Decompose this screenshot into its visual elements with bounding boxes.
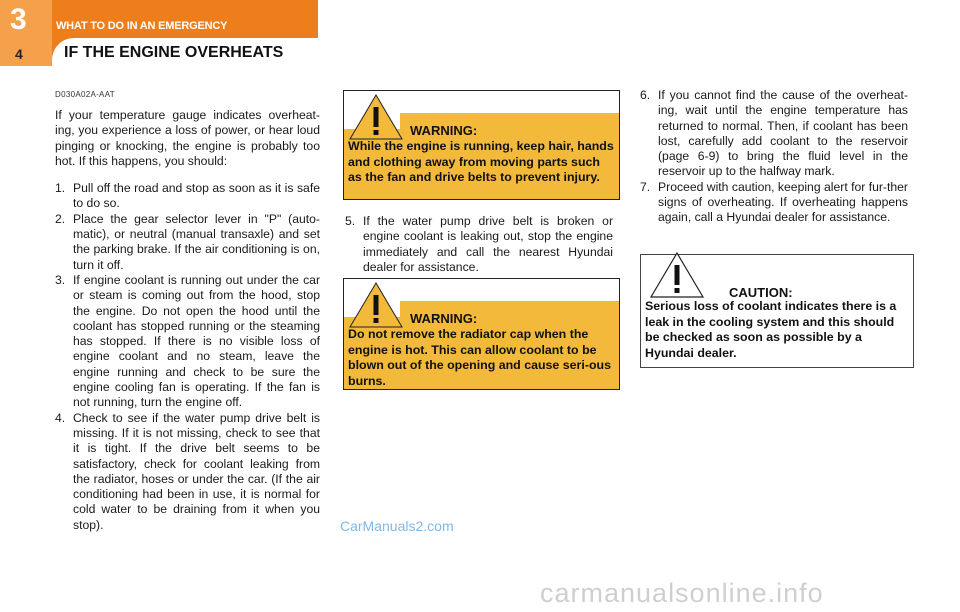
caution-text: Serious loss of coolant indicates there is a leak in the cooling system and this should be checked as soon as possible by a Hyundai dealer. bbox=[645, 299, 897, 360]
exclamation-triangle-icon bbox=[649, 251, 705, 299]
caution-box-coolant-leak bbox=[640, 254, 914, 368]
list-item bbox=[640, 88, 908, 180]
footer-watermark: carmanualsonline.info bbox=[540, 578, 824, 608]
warning-box-radiator-cap bbox=[343, 278, 620, 390]
column-left bbox=[55, 108, 320, 533]
list-item bbox=[55, 411, 320, 533]
warning-box-moving-parts bbox=[343, 90, 620, 200]
steps-list-right bbox=[640, 88, 908, 226]
step-text: If you cannot find the cause of the overheat-ing, wait until the engine temperature has returned to normal. Then, if coolant has been lost, carefully add coolant to the reservoir (page 6-9) to bring the fluid level in the reservoir up to the halfway mark. bbox=[658, 88, 908, 179]
step-number: 4. bbox=[55, 410, 66, 425]
section-title: IF THE ENGINE OVERHEATS bbox=[64, 44, 284, 61]
page-number: 4 bbox=[15, 46, 23, 62]
warning-title: WARNING: bbox=[410, 311, 478, 326]
warning-text: While the engine is running, keep hair, hands and clothing away from moving parts such as the fan and drive belts to prevent injury. bbox=[348, 139, 614, 184]
intro-paragraph: If your temperature gauge indicates overheat-ing, you experience a loss of power, or hear loud pinging or knocking, the engine is probably too hot. If this happens, you should: bbox=[55, 108, 320, 168]
column-middle bbox=[345, 214, 613, 275]
step-text: Check to see if the water pump drive belt is missing. If it is not missing, check to see that it is tight. If the drive belt seems to be satisfactory, check for coolant leaking from the radiator, hoses or under the car. (If the air conditioning had been in use, it is normal for cold water to be draining from it when you stop). bbox=[73, 410, 320, 532]
chapter-number: 3 bbox=[10, 3, 27, 36]
watermark-link[interactable]: CarManuals2.com bbox=[340, 518, 454, 534]
step-number: 7. bbox=[640, 179, 651, 194]
list-item bbox=[345, 214, 613, 275]
step-text: If engine coolant is running out under the car or steam is coming out from the hood, stop the engine. Do not open the hood until the coolant has stopped running or the steaming has stopped. If there is no visible loss of engine coolant and no steam, leave the engine running and check to be sure the engine cooling fan is operating. If the fan is not running, turn the engine off. bbox=[73, 272, 320, 410]
list-item bbox=[55, 181, 320, 212]
steps-list-left bbox=[55, 181, 320, 533]
exclamation-triangle-icon bbox=[348, 93, 404, 141]
step-number: 5. bbox=[345, 214, 356, 228]
step-number: 2. bbox=[55, 211, 66, 226]
list-item bbox=[55, 212, 320, 273]
warning-text: Do not remove the radiator cap when the engine is hot. This can allow coolant to be blown out of the opening and cause seri-ous burns. bbox=[348, 327, 611, 388]
list-item bbox=[55, 273, 320, 411]
step-text: If the water pump drive belt is broken or engine coolant is leaking out, stop the engine immediately and call the nearest Hyundai dealer for assistance. bbox=[363, 214, 613, 274]
exclamation-triangle-icon bbox=[348, 281, 404, 329]
steps-list-middle bbox=[345, 214, 613, 275]
chapter-title: WHAT TO DO IN AN EMERGENCY bbox=[56, 20, 228, 32]
step-text: Place the gear selector lever in "P" (auto-matic), or neutral (manual transaxle) and set the parking brake. If the air conditioning is on, turn it off. bbox=[73, 211, 320, 272]
step-number: 1. bbox=[55, 181, 66, 196]
list-item bbox=[640, 180, 908, 226]
step-number: 3. bbox=[55, 272, 66, 287]
step-number: 6. bbox=[640, 88, 651, 102]
caution-title: CAUTION: bbox=[729, 285, 793, 300]
column-right bbox=[640, 88, 908, 226]
document-code: D030A02A-AAT bbox=[55, 90, 115, 99]
step-text: Proceed with caution, keeping alert for fur-ther signs of overheating. If overheating happens again, call a Hyundai dealer for assistance. bbox=[658, 179, 908, 225]
warning-title: WARNING: bbox=[410, 123, 478, 138]
step-text: Pull off the road and stop as soon as it is safe to do so. bbox=[73, 181, 320, 211]
chapter-header bbox=[0, 0, 960, 66]
